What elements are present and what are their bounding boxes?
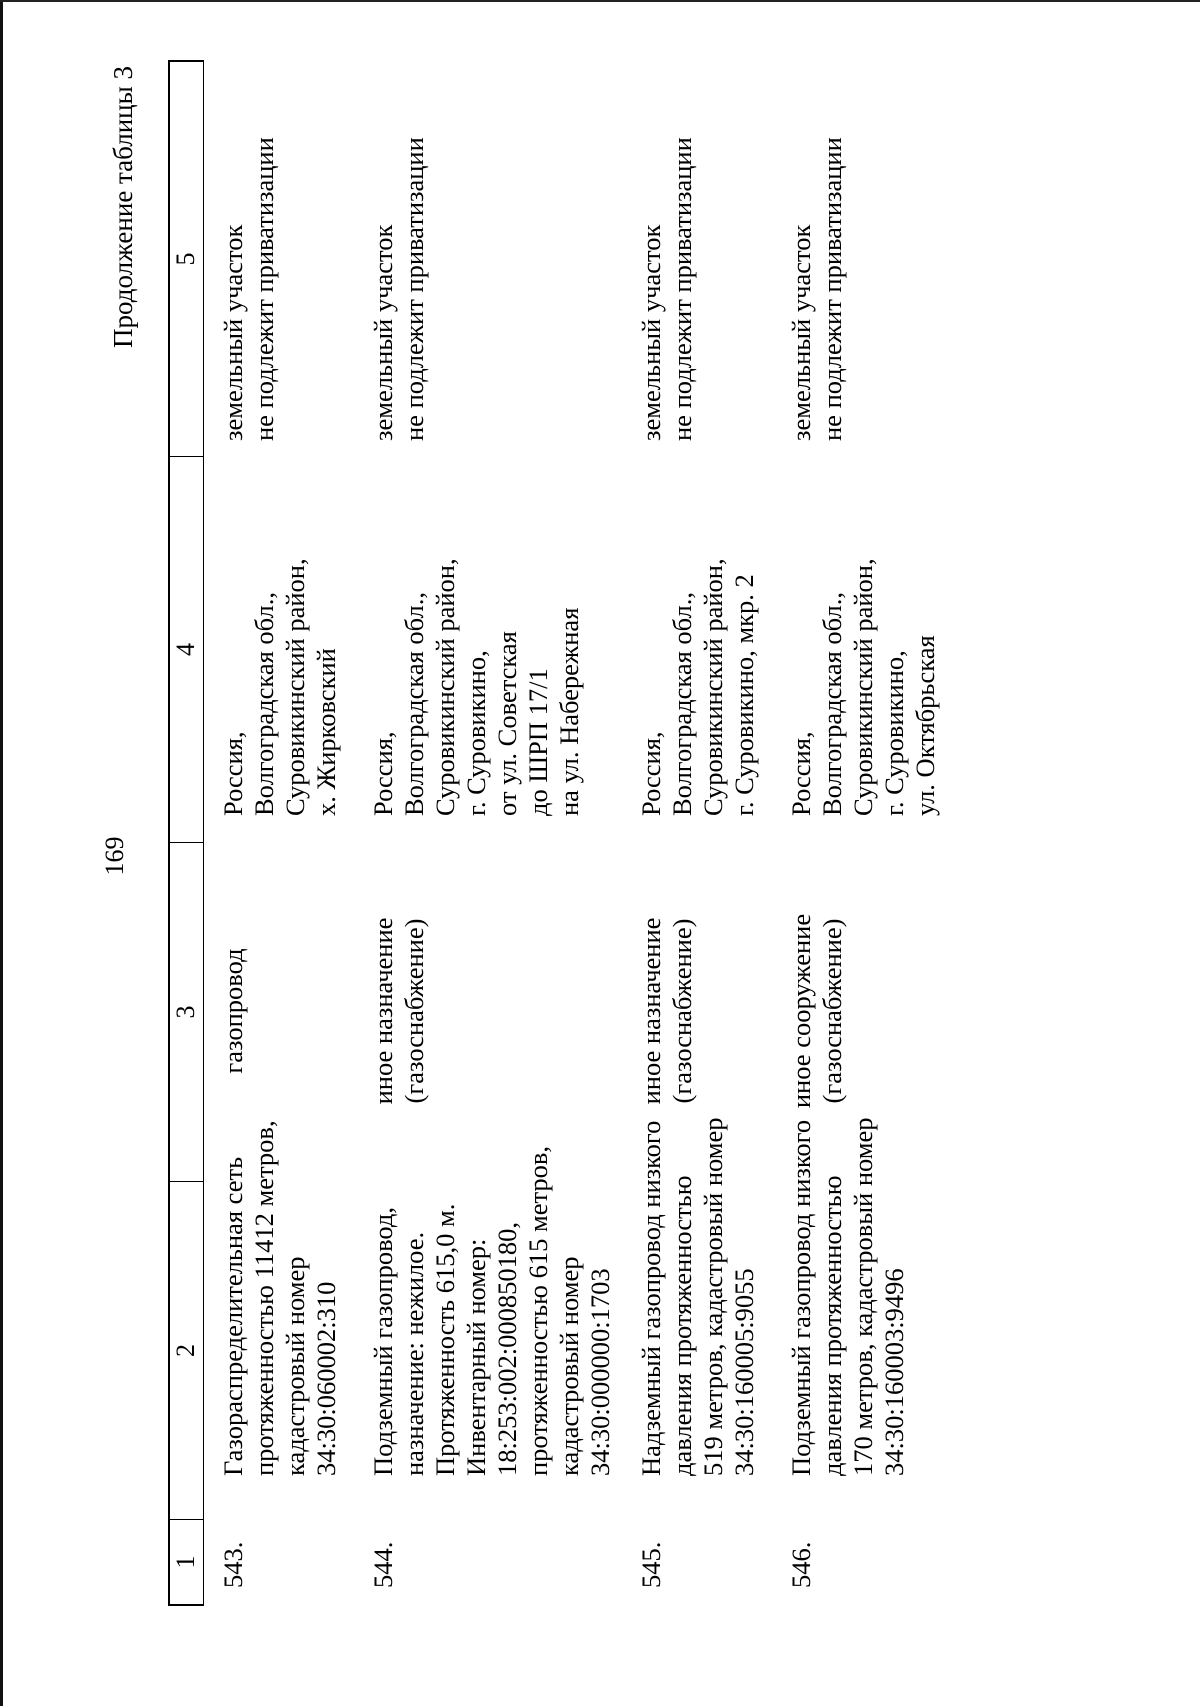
column-number-1: 1 — [171, 1555, 200, 1569]
cell-line: (газоснабжение) — [667, 918, 697, 1104]
cell-line: Волгоградская обл., — [249, 592, 279, 816]
cell-line: Россия, — [368, 731, 398, 816]
cell-line: 18:253:002:000850180, — [492, 1222, 522, 1476]
address-cell — [368, 456, 585, 816]
column-number-4: 4 — [171, 643, 200, 656]
row-number: 544. — [368, 1541, 398, 1588]
cell-line: Волгоградская обл., — [667, 592, 697, 816]
cell-line: протяженностью 11412 метров, — [249, 1120, 279, 1476]
cell-line: иное назначение — [636, 917, 666, 1105]
cell-line: 519 метров, кадастровый номер — [698, 1117, 728, 1476]
cell-line: не подлежит приватизации — [249, 137, 279, 441]
cell-line: земельный участок — [368, 224, 398, 441]
cell-line: г. Суровикино, — [461, 650, 491, 816]
cell-line: г. Суровикино, мкр. 2 — [729, 574, 759, 816]
restriction-cell — [636, 61, 698, 441]
cell-line: кадастровый номер — [280, 1256, 310, 1476]
cell-line: давления протяженностью — [817, 1175, 847, 1476]
row-number: 545. — [636, 1541, 666, 1588]
cell-line: Волгоградская обл., — [399, 592, 429, 816]
cell-line: земельный участок — [218, 224, 248, 441]
purpose-cell — [368, 846, 430, 1176]
cell-line: Газораспределительная сеть — [218, 1156, 248, 1476]
cell-line: на ул. Набережная — [554, 607, 584, 816]
cell-line: х. Жирковский — [311, 648, 341, 816]
cell-line: земельный участок — [786, 224, 816, 441]
object-name-cell — [368, 1146, 616, 1476]
cell-line: Суровикинский район, — [698, 558, 728, 816]
purpose-cell — [636, 846, 698, 1176]
restriction-cell — [786, 61, 848, 441]
cell-line: не подлежит приватизации — [667, 137, 697, 441]
cell-line: земельный участок — [636, 224, 666, 441]
row-number: 546. — [786, 1541, 816, 1588]
cell-line: 170 метров, кадастровый номер — [848, 1117, 878, 1476]
cell-line: иное назначение — [368, 917, 398, 1105]
column-number-2: 2 — [171, 1344, 200, 1357]
cell-line: Суровикинский район, — [280, 558, 310, 816]
object-name-cell — [786, 1117, 910, 1476]
purpose-cell — [218, 846, 249, 1176]
object-name-cell — [218, 1120, 342, 1476]
cell-line: давления протяженностью — [667, 1175, 697, 1476]
column-number-3: 3 — [171, 1005, 200, 1019]
cell-line: 34:30:160003:9496 — [879, 1268, 909, 1476]
cell-line: 34:30:000000:1703 — [585, 1268, 615, 1476]
cell-line: Волгоградская обл., — [817, 592, 847, 816]
cell-line: протяженностью 615 метров, — [523, 1145, 553, 1476]
cell-line: Россия, — [786, 731, 816, 816]
purpose-cell — [786, 846, 848, 1176]
cell-line: Суровикинский район, — [430, 558, 460, 816]
cell-line: газопровод — [218, 948, 248, 1074]
cell-line: Россия, — [218, 731, 248, 816]
cell-line: Инвентарный номер: — [461, 1238, 491, 1476]
cell-line: кадастровый номер — [554, 1256, 584, 1476]
table-continuation-caption: Продолжение таблицы 3 — [108, 66, 138, 348]
cell-line: ул. Октябрьская — [910, 635, 940, 816]
cell-line: до ШРП 17/1 — [523, 668, 553, 816]
restriction-cell — [368, 61, 430, 441]
cell-line: Подземный газопровод низкого — [786, 1119, 816, 1476]
cell-line: назначение: нежилое. — [399, 1231, 429, 1476]
table-header-left-border — [168, 1604, 204, 1606]
row-number: 543. — [218, 1541, 248, 1588]
table-header-bottom-border — [203, 61, 204, 1606]
cell-line: г. Суровикино, — [879, 650, 909, 816]
cell-line: иное сооружение — [786, 913, 816, 1109]
cell-line: Россия, — [636, 731, 666, 816]
cell-line: 34:30:060002:310 — [311, 1281, 341, 1476]
cell-line: Протяженность 615,0 м. — [430, 1203, 460, 1476]
address-cell — [218, 456, 342, 816]
cell-line: от ул. Советская — [492, 631, 522, 816]
cell-line: 34:30:160005:9055 — [729, 1268, 759, 1476]
column-number-5: 5 — [171, 252, 200, 266]
cell-line: Надземный газопровод низкого — [636, 1120, 666, 1476]
restriction-cell — [218, 61, 280, 441]
cell-line: не подлежит приватизации — [817, 137, 847, 441]
address-cell — [786, 456, 941, 816]
cell-line: (газоснабжение) — [399, 918, 429, 1104]
page-number: 169 — [100, 836, 129, 876]
cell-line: не подлежит приватизации — [399, 137, 429, 441]
cell-line: (газоснабжение) — [817, 918, 847, 1104]
object-name-cell — [636, 1117, 760, 1476]
address-cell — [636, 456, 760, 816]
cell-line: Суровикинский район, — [848, 558, 878, 816]
cell-line: Подземный газопровод, — [368, 1206, 398, 1476]
